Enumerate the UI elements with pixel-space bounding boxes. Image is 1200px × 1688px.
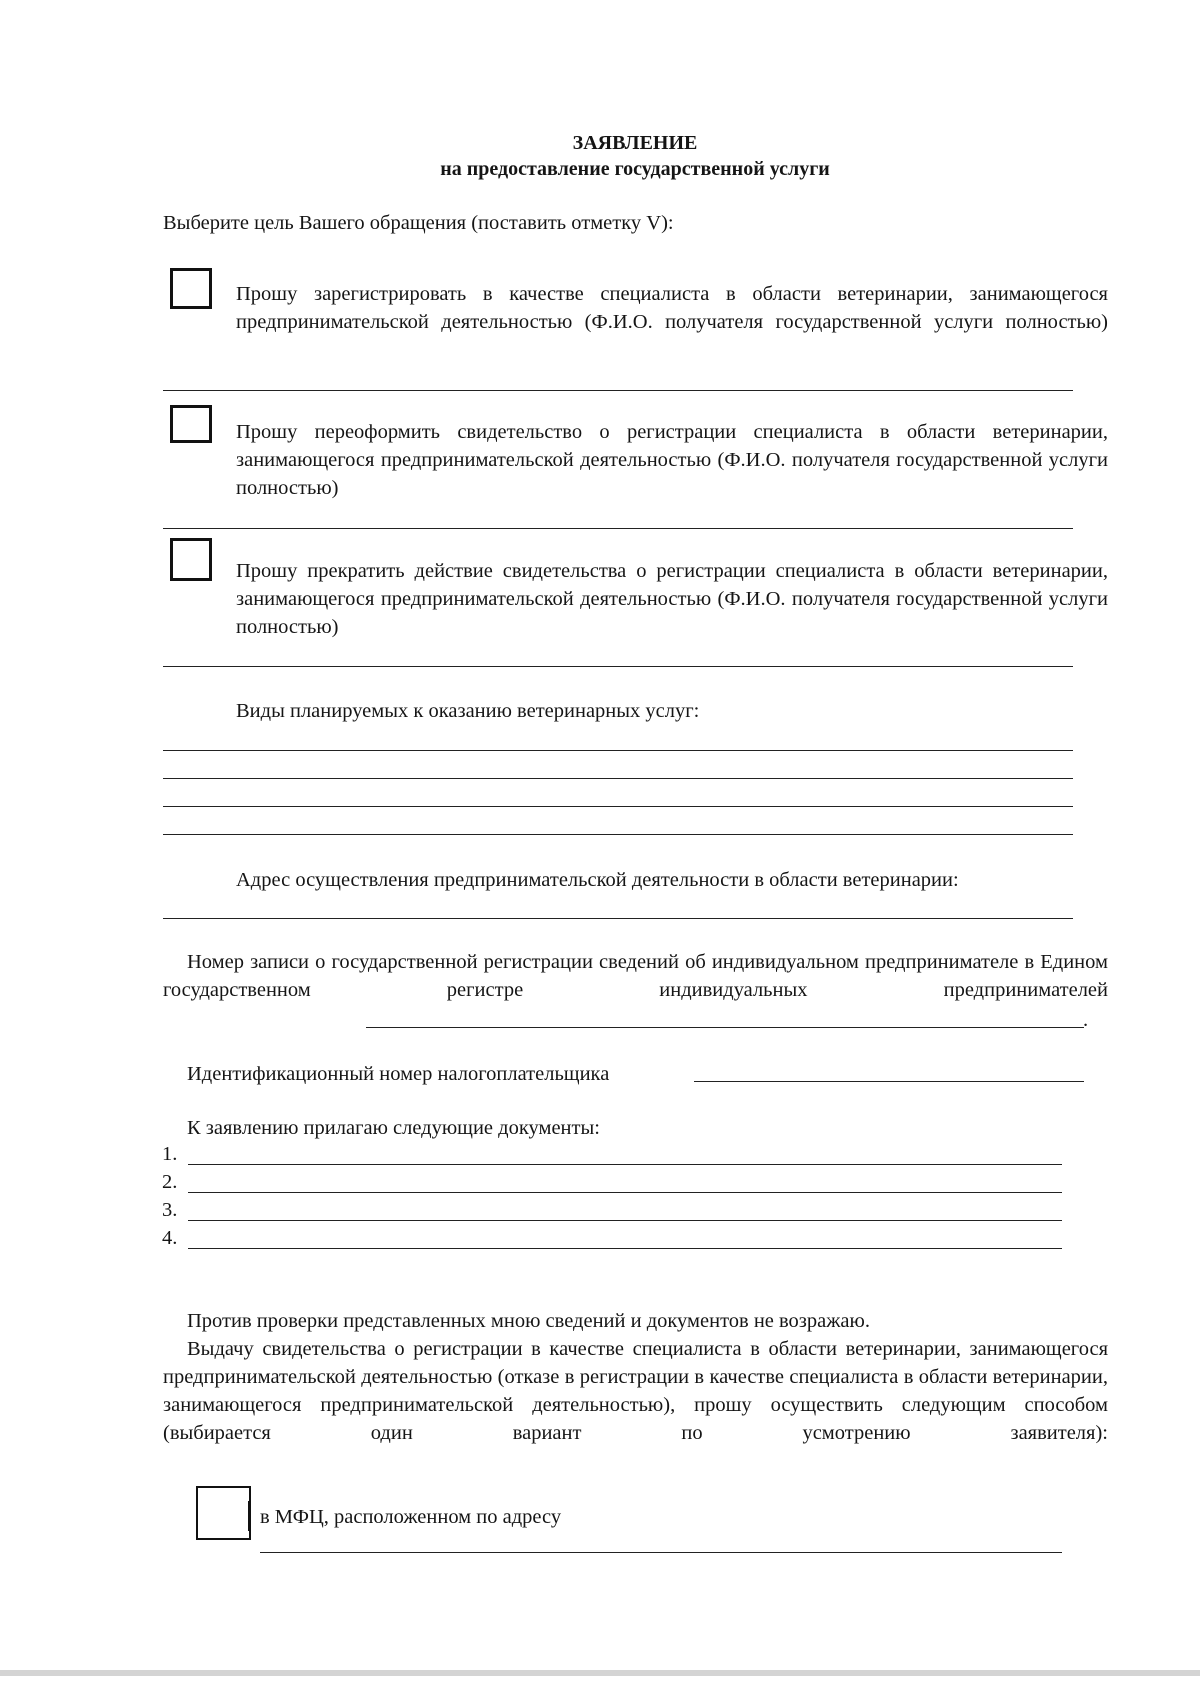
registry-label: Номер записи о государственной регистрации сведений об индивидуальном предпринимателе в Едином государственном регистре индивидуальных предпринимателей (163, 951, 1108, 1001)
attachment-number-1: 1. (162, 1143, 178, 1165)
attachments-label: К заявлению прилагаю следующие документы: (187, 1117, 600, 1139)
option-register-label: Прошу зарегистрировать в качестве специалиста в области ветеринарии, занимающегося предпринимательской деятельностью (Ф.И.О. получателя государственной услуги полностью) (236, 283, 1108, 333)
attachment-number-4: 4. (162, 1227, 178, 1249)
issuance-text: Выдачу свидетельства о регистрации в качестве специалиста в области ветеринарии, занимающегося предпринимательской деятельностью (отказе в регистрации в качестве специалиста в области ветеринарии, занимающегося предпринимательской деятельностью), прошу осуществить следующим способом (выбирается один вариант по усмотрению заявителя): (163, 1338, 1108, 1444)
inn-line[interactable] (694, 1081, 1084, 1082)
option-reissue-label: Прошу переоформить свидетельство о регистрации специалиста в области ветеринарии, занимающегося предпринимательской деятельностью (Ф.И.О. получателя государственной услуги полностью) (236, 421, 1108, 499)
delivery-address-line[interactable] (260, 1552, 1062, 1553)
option-terminate-label: Прошу прекратить действие свидетельства о регистрации специалиста в области ветеринарии, занимающегося предпринимательской деятельностью (Ф.И.О. получателя государственной услуги полностью) (236, 560, 1108, 638)
attachment-number-2: 2. (162, 1171, 178, 1193)
registry-period: . (1083, 1009, 1089, 1031)
registry-number-line[interactable] (366, 1027, 1084, 1028)
delivery-mfc-checkbox[interactable] (196, 1486, 251, 1540)
option-register-name-line[interactable] (163, 390, 1073, 391)
delivery-mfc-label: в МФЦ, расположенном по адресу (260, 1506, 562, 1528)
attachment-line-1[interactable] (188, 1164, 1062, 1165)
attachment-line-4[interactable] (188, 1248, 1062, 1249)
services-line-3[interactable] (163, 806, 1073, 807)
instruction-text: Выберите цель Вашего обращения (поставить отметку V): (163, 212, 674, 234)
consent-text: Против проверки представленных мною сведений и документов не возражаю. (187, 1310, 870, 1332)
document-title: ЗАЯВЛЕНИЕ (572, 132, 698, 154)
inn-label: Идентификационный номер налогоплательщика (187, 1063, 610, 1085)
page-bottom-edge (0, 1670, 1200, 1676)
option-terminate-checkbox[interactable] (170, 538, 212, 581)
document-subtitle: на предоставление государственной услуги (440, 158, 830, 180)
services-line-4[interactable] (163, 834, 1073, 835)
attachment-number-3: 3. (162, 1199, 178, 1221)
option-reissue-checkbox[interactable] (170, 405, 212, 443)
address-label: Адрес осуществления предпринимательской деятельности в области ветеринарии: (236, 869, 959, 891)
delivery-checkbox-divider (248, 1501, 250, 1531)
address-line[interactable] (163, 918, 1073, 919)
option-register-checkbox[interactable] (170, 268, 212, 309)
services-label: Виды планируемых к оказанию ветеринарных услуг: (236, 700, 700, 722)
services-line-1[interactable] (163, 750, 1073, 751)
services-line-2[interactable] (163, 778, 1073, 779)
attachment-line-2[interactable] (188, 1192, 1062, 1193)
option-terminate-name-line[interactable] (163, 666, 1073, 667)
option-reissue-name-line[interactable] (163, 528, 1073, 529)
attachment-line-3[interactable] (188, 1220, 1062, 1221)
